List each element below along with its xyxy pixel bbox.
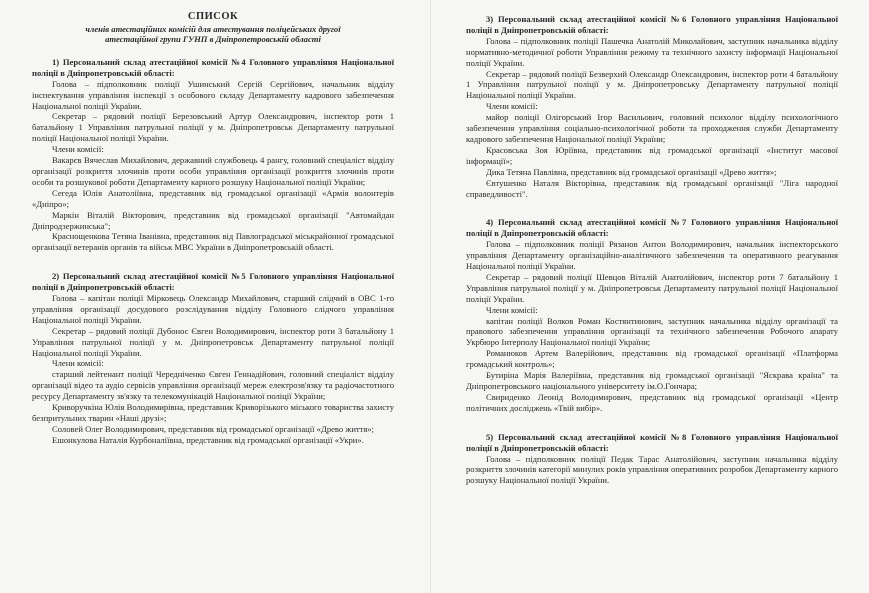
right-column [466,14,838,486]
section-2-member: Криворучкіна Юлія Володимирівна, представник Криворізького міського товариства захисту безпритульних тварин «Наші друзі»; [32,402,394,423]
left-column [32,12,394,446]
section-1-secretary: Секретар – рядовий поліції Березовський Артур Олександрович, інспектор роти 1 батальйону 1 Управління патрульної поліції у м. Дніпропетровськ Департаменту патрульної поліції Національної поліції України. [32,111,394,144]
section-1-members-label: Члени комісії: [52,144,104,155]
document-subtitle [32,24,394,45]
subtitle-line-2: атестаційної групи ГУНП в Дніпропетровській області [105,34,321,45]
section-4-members-label: Члени комісії: [486,304,538,315]
section-3-members-label: Члени комісії: [486,101,538,112]
section-3-heading: 3) Персональний склад атестаційної комісії №6 Головного управління Національної поліції в Дніпропетровській області: [466,14,838,35]
section-2-member: Ешонкулова Наталія Курбоналіївна, представник від громадської організації «Укри». [52,434,364,445]
section-1-member: Краснощенкова Тетяна Іванівна, представник від Павлоградської міськрайонної громадської організації ветеранів органів та військ МВС України в Дніпропетровській області. [32,231,394,253]
section-1-member: Вакарєв Вячеслав Михайлович, державний службовець 4 рангу, головний спеціаліст відділу організації розкриття злочинів проти особи управління організації розкриття злочинів проти особи та розшукової роботи Департаменту карного розшуку Національної поліції України; [32,155,394,187]
section-1-member: Сегеда Юлія Анатоліївна, представник від громадської організації «Армія волонтерів «Дніпро»; [32,187,394,209]
document-title: СПИСОК [187,11,239,22]
section-4-member: капітан поліції Волков Роман Костянтинович, заступник начальника відділу організації та правового забезпечення управління організації та технічного забезпечення Робочого апарату Укрбюро Інтерполу Національної поліції України; [466,315,838,348]
section-1-member: Маркін Віталій Вікторович, представник від громадської організації "Автомайдан Дніпродзержинська"; [32,209,394,231]
section-3-member: майор поліції Олігорський Ігор Васильович, головний психолог відділу психологічного забезпечення управління соціально-психологічної роботи та проходження служби Департаменту кадрового забезпечення Національної поліції України; [466,112,838,144]
section-1-heading: 1) Персональний склад атестаційної комісії №4 Головного управління Національної поліції в Дніпропетровській області: [32,56,394,78]
section-1-chair: Голова – підполковник поліції Ушинський Сергій Сергійович, начальник відділу інспектування управління інспекції з особового складу Департаменту кадрового забезпечення Національної поліції України. [32,78,394,111]
section-3-member: Євтушенко Наталя Вікторівна, представник від громадської організації "Ліга народної справедливості". [466,177,838,199]
section-2-member: старший лейтенант поліції Чередніченко Євген Геннадійович, головний спеціаліст відділу організації відео та аудіо сервісів управління організації мереж електрозв'язку та радіочастотного ресурсу Департаменту зв'язку та телекомунікацій Національної поліції України; [32,369,394,402]
section-4-chair: Голова – підполковник поліції Рязанов Антон Володимирович, начальник інспекторського управління Департаменту організаційно-аналітичного забезпечення та оперативного реагування Національної поліції України. [466,239,838,272]
section-3-chair: Голова – підполковник поліції Пашечка Анатолій Миколайович, заступник начальника відділу нормативно-методичної роботи Управління режиму та технічного захисту інформації Національної поліції України. [466,35,838,68]
section-3-member: Красовська Зоя Юріївна, представник від громадської організації «Інститут масової інформації»; [466,144,838,166]
subtitle-line-1: членів атестаційних комісій для атестування поліцейських другої [85,23,341,34]
section-2-members-label: Члени комісії: [52,358,104,369]
section-4-member: Романюков Артем Валерійович, представник від громадської організації «Платформа громадський контроль»; [466,348,838,370]
section-3-secretary: Секретар – рядовий поліції Безверхий Олександр Олександрович, інспектор роти 4 батальйону 1 Управління патрульної поліції у м. Дніпропетровську Департаменту патрульної поліції Національної поліції України. [466,68,838,101]
section-5-chair: Голова – підполковник поліції Педак Тарас Анатолійович, заступник начальника відділу розкриття злочинів категорії минулих років управління оперативних розробок Департаменту карного розшуку Національної поліції України. [466,453,838,486]
section-4-member: Бутиріна Марія Валеріївна, представник від громадської організації "Яскрава країна" та Дніпропетровського національного університету ім.О.Гончара; [466,370,838,391]
section-2-heading: 2) Персональний склад атестаційної комісії №5 Головного управління Національної поліції в Дніпропетровській області: [32,271,394,293]
section-5-heading: 5) Персональний склад атестаційної комісії №8 Головного управління Національної поліції в Дніпропетровській області: [466,431,838,453]
section-4-heading: 4) Персональний склад атестаційної комісії №7 Головного управління Національної поліції в Дніпропетровській області: [466,217,838,239]
page-divider [430,0,431,593]
section-4-member: Свириденко Леонід Володимирович, представник від громадської організації «Центр політичних досліджень «Твій вибір». [466,391,838,413]
section-2-member: Соловей Олег Володимирович, представник від громадської організації «Древо життя»; [52,423,374,434]
section-3-member: Дика Тетяна Павлівна, представник від громадської організації «Древо життя»; [486,166,777,177]
section-4-secretary: Секретар – рядовий поліції Шевцов Віталій Анатолійович, інспектор роти 7 батальйону 1 Управління патрульної поліції у м. Дніпропетровськ Департаменту патрульної поліції Національної поліції України. [466,271,838,304]
section-2-chair: Голова – капітан поліції Мірковець Олександр Михайлович, старший слідчий в ОВС 1-го управління організації досудового розслідування відділу Головного слідчого управління Національної поліції України. [32,293,394,325]
section-2-secretary: Секретар – рядовий поліції Дубонос Євген Володимирович, інспектор роти 3 батальйону 1 Управління патрульної поліції у м. Дніпропетровськ Департаменту патрульної поліції Національної поліції України. [32,325,394,358]
